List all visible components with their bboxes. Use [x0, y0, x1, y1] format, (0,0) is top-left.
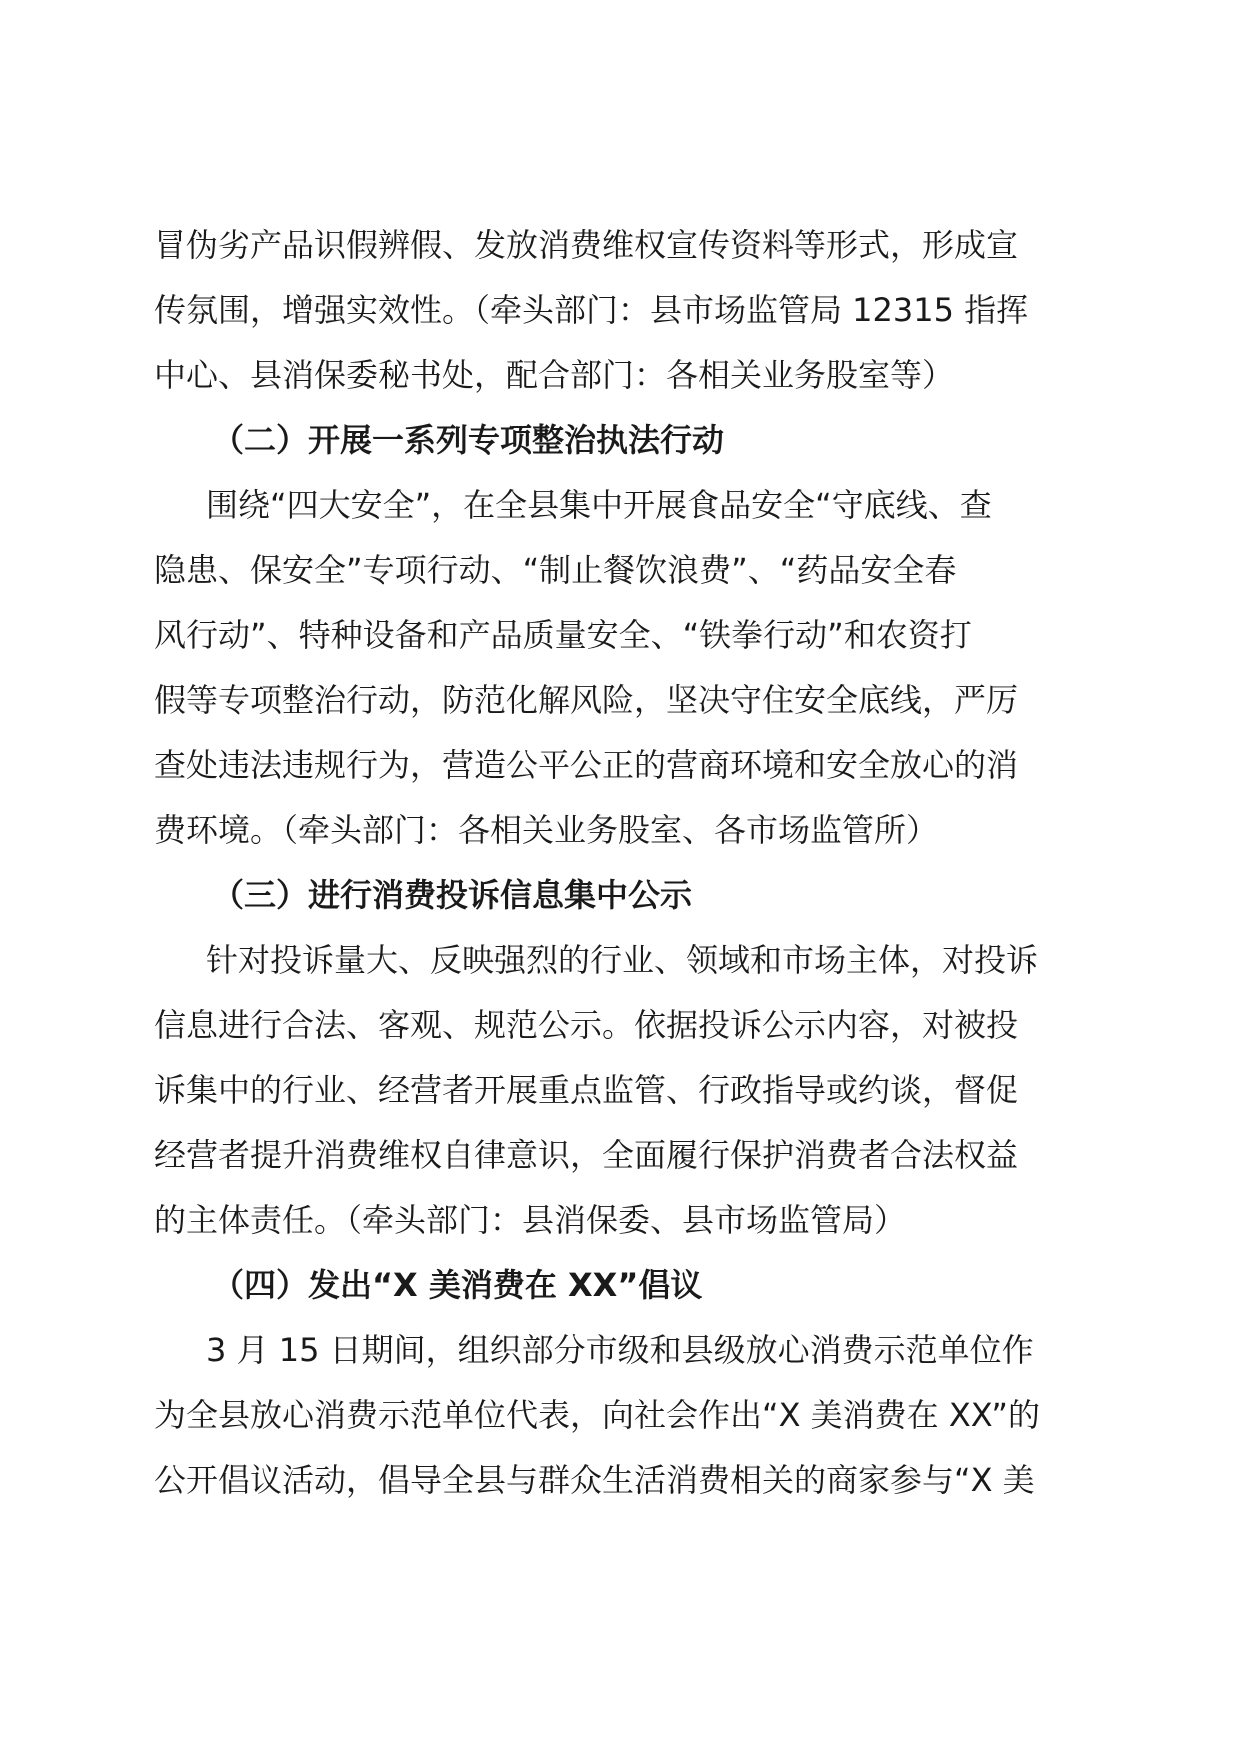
paragraph-line: 中心、县消保委秘书处，配合部门：各相关业务股室等） — [154, 356, 955, 394]
paragraph-line: 信息进行合法、客观、规范公示。依据投诉公示内容，对被投 — [154, 1006, 1019, 1044]
section-heading: （四）发出“X 美消费在 XX”倡议 — [212, 1266, 703, 1304]
paragraph-line: 公开倡议活动，倡导全县与群众生活消费相关的商家参与“X 美 — [154, 1461, 1035, 1499]
paragraph-line: 费环境。（牵头部门：各相关业务股室、各市场监管所） — [154, 811, 939, 849]
section-2 — [154, 408, 1094, 863]
continuation-paragraph — [154, 213, 1094, 408]
section-3 — [154, 863, 1094, 1253]
paragraph-line: 查处违法违规行为，营造公平公正的营商环境和安全放心的消 — [154, 746, 1019, 784]
document-page — [154, 213, 1094, 1513]
section-4 — [154, 1253, 1094, 1513]
paragraph-line: 传氛围，增强实效性。（牵头部门：县市场监管局 12315 指挥 — [154, 291, 1029, 329]
paragraph-line: 冒伪劣产品识假辨假、发放消费维权宣传资料等形式，形成宣 — [154, 226, 1019, 264]
paragraph-line: 为全县放心消费示范单位代表，向社会作出“X 美消费在 XX”的 — [154, 1396, 1040, 1434]
paragraph-line: 3 月 15 日期间，组织部分市级和县级放心消费示范单位作 — [206, 1331, 1034, 1369]
section-heading: （二）开展一系列专项整治执法行动 — [212, 421, 725, 459]
paragraph-line: 经营者提升消费维权自律意识，全面履行保护消费者合法权益 — [154, 1136, 1019, 1174]
section-heading: （三）进行消费投诉信息集中公示 — [212, 876, 693, 914]
paragraph-line: 隐患、保安全”专项行动、“制止餐饮浪费”、“药品安全春 — [154, 551, 957, 589]
paragraph-line: 针对投诉量大、反映强烈的行业、领域和市场主体，对投诉 — [206, 941, 1039, 979]
paragraph-line: 假等专项整治行动，防范化解风险，坚决守住安全底线，严厉 — [154, 681, 1019, 719]
paragraph-line: 围绕“四大安全”，在全县集中开展食品安全“守底线、查 — [206, 486, 992, 524]
paragraph-line: 的主体责任。（牵头部门：县消保委、县市场监管局） — [154, 1201, 907, 1239]
paragraph-line: 风行动”、特种设备和产品质量安全、“铁拳行动”和农资打 — [154, 616, 972, 654]
paragraph-line: 诉集中的行业、经营者开展重点监管、行政指导或约谈，督促 — [154, 1071, 1019, 1109]
